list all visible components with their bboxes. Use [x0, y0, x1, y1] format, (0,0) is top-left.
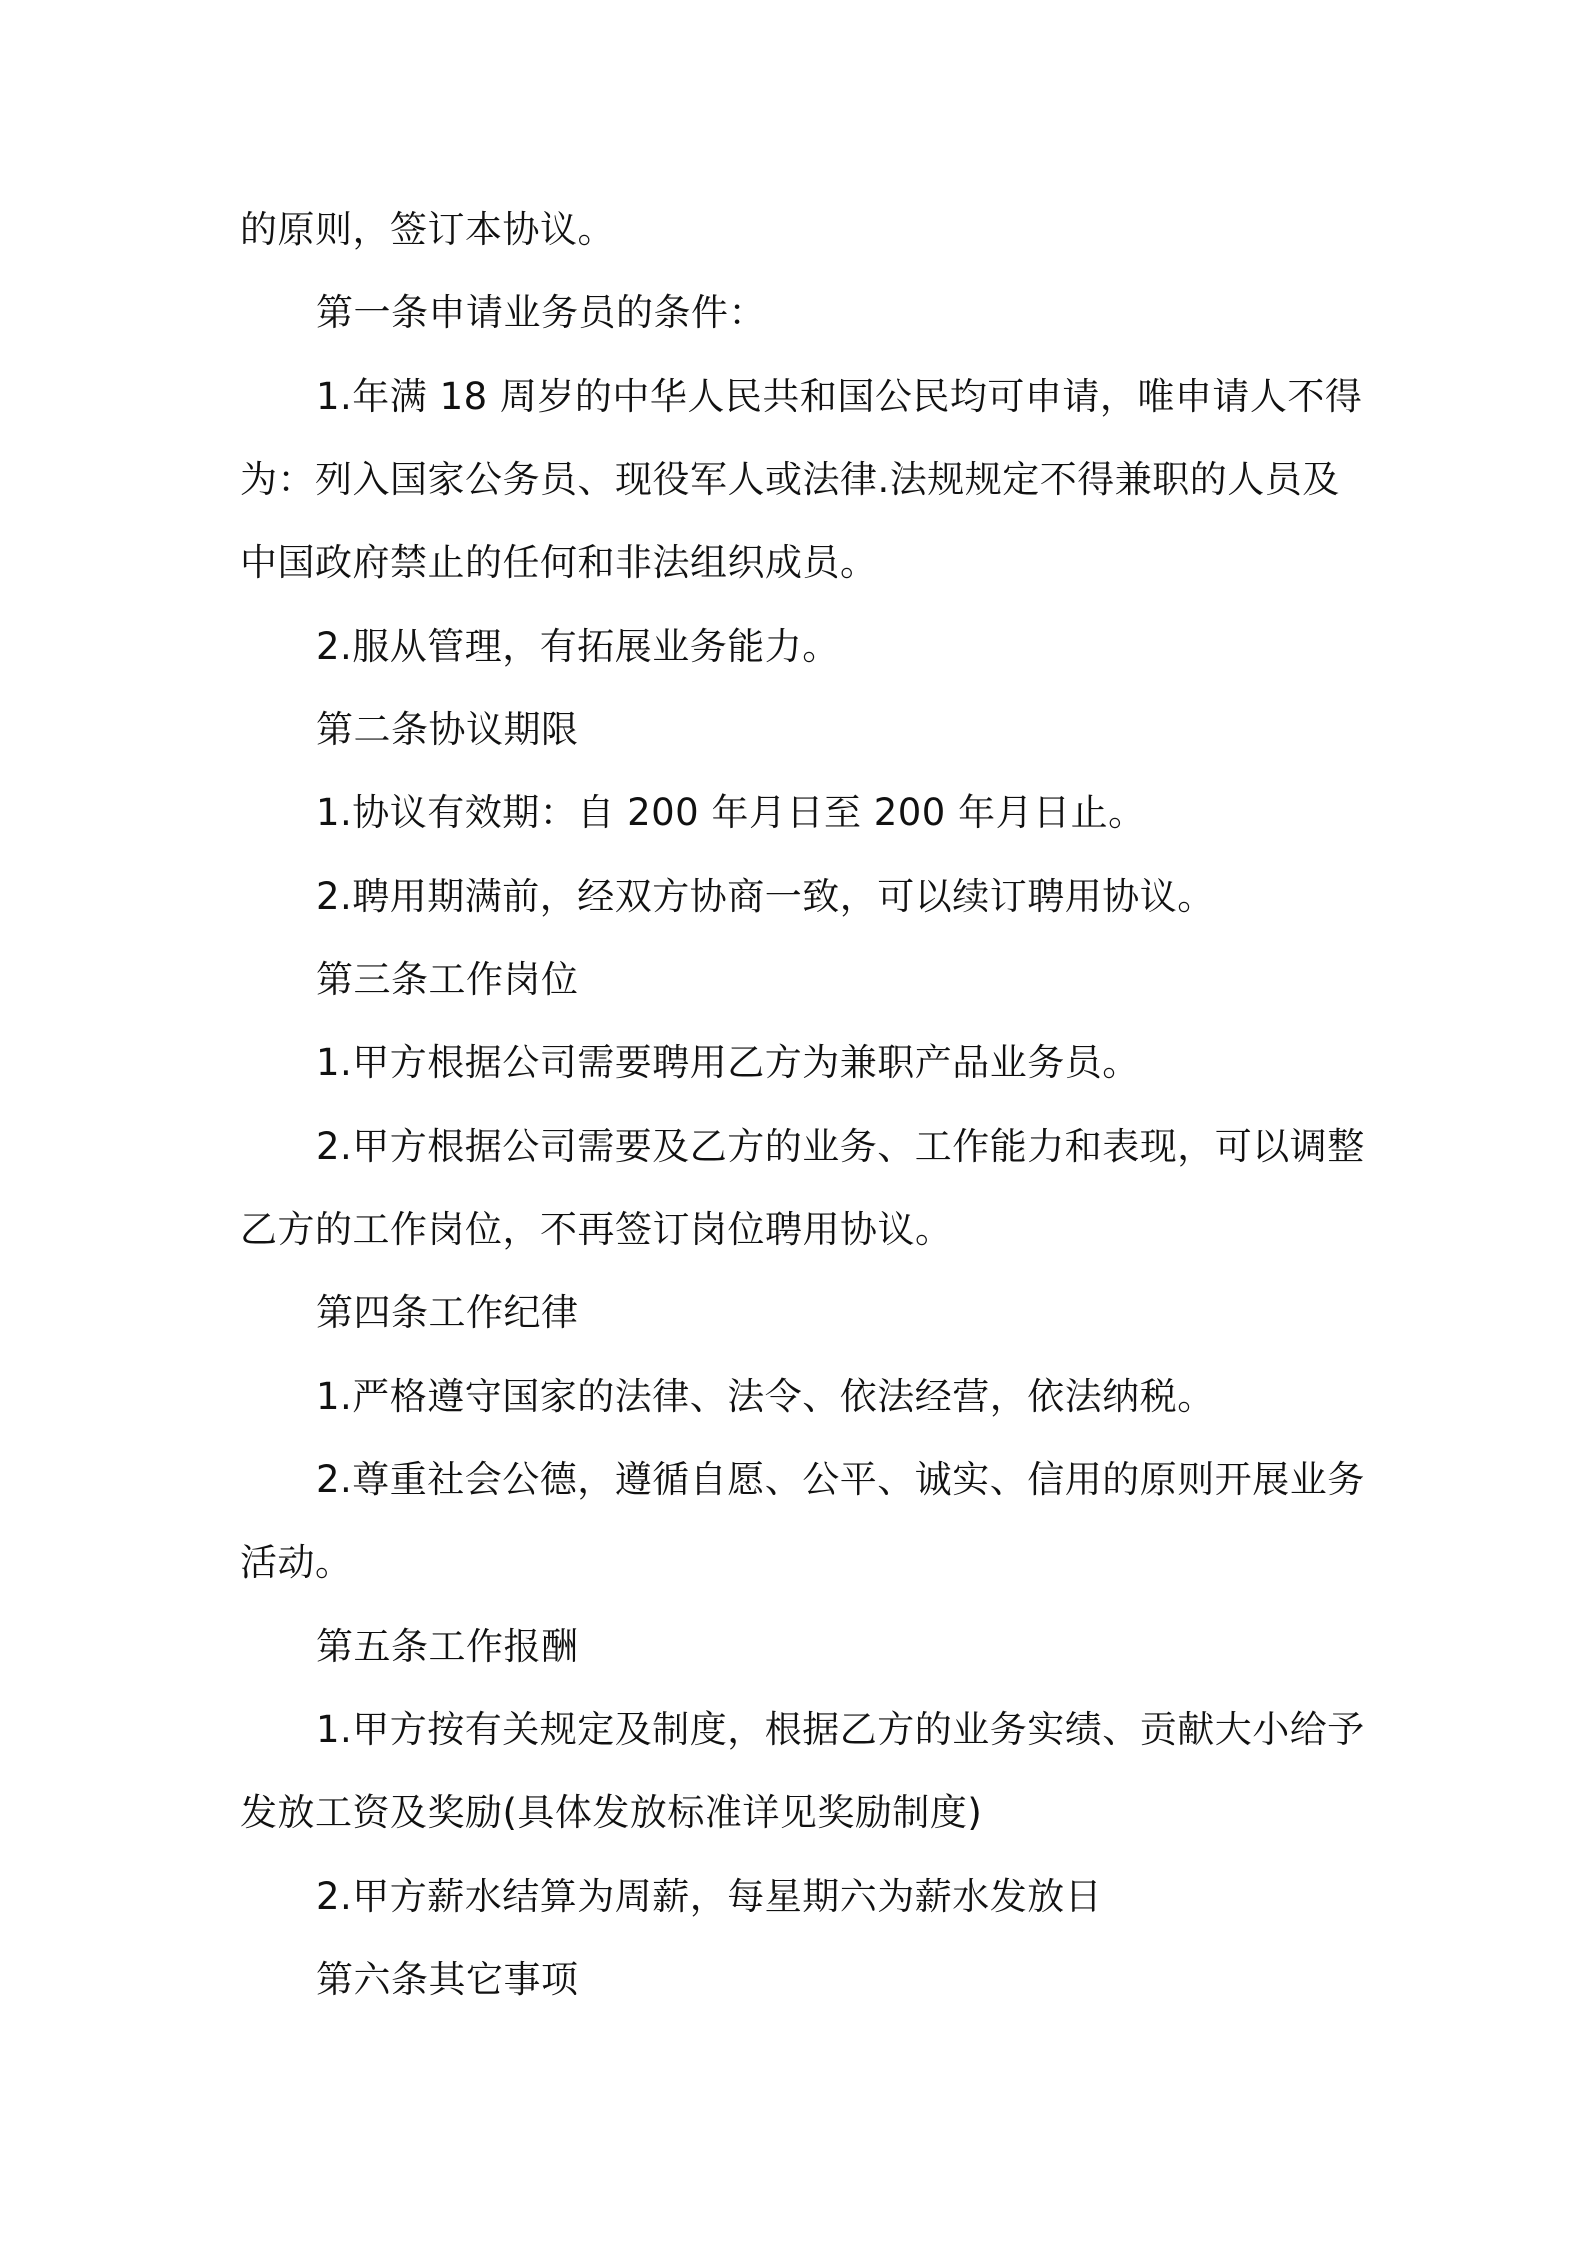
article-3-heading: 第三条工作岗位 [316, 958, 579, 1001]
article-3-item-1: 1.甲方根据公司需要聘用乙方为兼职产品业务员。 [316, 1041, 1140, 1084]
article-1-item-1-line-2: 为：列入国家公务员、现役军人或法律.法规规定不得兼职的人员及 [240, 458, 1340, 501]
article-1-heading: 第一条申请业务员的条件： [316, 291, 766, 334]
article-3-item-2-line-1: 2.甲方根据公司需要及乙方的业务、工作能力和表现，可以调整 [316, 1125, 1365, 1168]
article-5-heading: 第五条工作报酬 [316, 1625, 579, 1668]
article-4-item-2-line-2: 活动。 [240, 1541, 353, 1584]
article-3-item-2-line-2: 乙方的工作岗位，不再签订岗位聘用协议。 [240, 1208, 953, 1251]
article-1-item-2: 2.服从管理，有拓展业务能力。 [316, 625, 840, 668]
article-2-heading: 第二条协议期限 [316, 708, 579, 751]
article-1-item-1-line-3: 中国政府禁止的任何和非法组织成员。 [240, 541, 878, 584]
article-5-item-1-line-1: 1.甲方按有关规定及制度，根据乙方的业务实绩、贡献大小给予 [316, 1708, 1365, 1751]
article-6-heading: 第六条其它事项 [316, 1958, 579, 2001]
article-5-item-1-line-2: 发放工资及奖励(具体发放标准详见奖励制度) [240, 1791, 983, 1834]
article-4-item-1: 1.严格遵守国家的法律、法令、依法经营，依法纳税。 [316, 1375, 1215, 1418]
article-1-item-1-line-1: 1.年满 18 周岁的中华人民共和国公民均可申请，唯申请人不得 [316, 375, 1363, 418]
text-line-intro-tail: 的原则，签订本协议。 [240, 208, 615, 251]
article-4-heading: 第四条工作纪律 [316, 1291, 579, 1334]
article-5-item-2: 2.甲方薪水结算为周薪，每星期六为薪水发放日 [316, 1875, 1103, 1918]
article-2-item-2: 2.聘用期满前，经双方协商一致，可以续订聘用协议。 [316, 875, 1215, 918]
article-4-item-2-line-1: 2.尊重社会公德，遵循自愿、公平、诚实、信用的原则开展业务 [316, 1458, 1365, 1501]
article-2-item-1: 1.协议有效期：自 200 年月日至 200 年月日止。 [316, 791, 1146, 834]
